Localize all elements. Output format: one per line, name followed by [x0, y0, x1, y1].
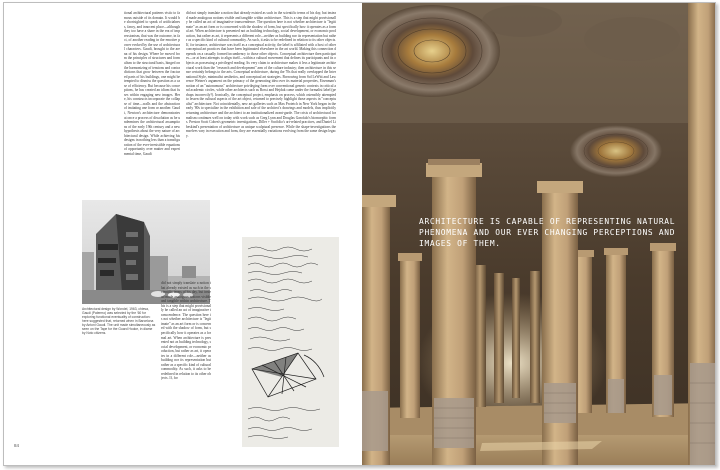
left-page — [4, 3, 362, 465]
pull-quote: ARCHITECTURE IS CAPABLE OF REPRESENTING NATURAL PHENOMENA AND OUR EVER CHANGING PERCEPTIONS AND IMAGES OF THEM. — [419, 217, 676, 248]
body-text: tional architectural patterns vistic to famous outside of its domain. It would be shortsighted to speak of artificialness, fancy, and innocent place—although they too have a share in the era of impressionism, that was the outcome, in fact, of another reading in the emotive power evoked by the use of architectural characters. Gaudi, brought to the arena of his design. Where he moved from the principles of structures and formalism to the structural basis, hinged on the harmonizing of tensions and contradictions that grow between the fractured parts of his buildings, one might be tempted to dismiss the question as a case of efficiency. But because his conceptions, he has created an idiom that fuses within engaging new images. Here, his constructs incorporate the collapse of time—walls and the abstraction of imitating one form or another. Gaudi, Newton's architecture demonstrates at once a process of dissolution as he undermines the architectural assumptions of the early 19th century and a new hypothesis about the very nature of architectural design. While achieving his designs in nothing less than a transfiguration of the ever-irresistible equations of opportunity over matter and experimental time, Gaudi — [124, 11, 180, 156]
right-page-photograph — [362, 3, 716, 465]
sketchbook-illustration — [242, 237, 339, 447]
sketch-drawing — [242, 237, 339, 447]
body-text: did not simply translate a notion that already existed as such in the scientific terms of his day, but instead made analogous notions visible and tangible within architecture. This is a step that might provisionally be called an act of imaginative transcendence. The question here is not whether architecture is "legitimate" as an art form or is concerned with the shadow of form, but specifically how it operates as a formal art. When architecture is presented not as building technology, social development, or economic production, but rather as art, it operates in a different role—neither as building nor its representation but rather as a specific kind of cultural commodity. As such, it asks to be redefined in relation to its other objects. If, for — [161, 281, 211, 381]
body-text: did not simply translate a notion that already existed as such in the scientific terms of his day, but instead made analogous notions visible and tangible within architecture. This is a step that might provisionally be called an act of imaginative transcendence. The question here is not whether architecture is "legitimate" as an art form or is concerned with the shadow of form, but specifically how it operates as a formal art. When architecture is presented not as building technology, social development, or economic production, but rather as art, it represents a different role—neither as building nor its representation but rather as a specific kind of cultural commodity. As such, it asks to be redefined in relation to its other objects. If, for instance, architecture was itself as a conceptual activity, the label is affiliated with a host of other conceptual art practices that have been legitimated elsewhere in the art world. Making this connection depends on a casually formed incumbency to those other objects. Conceptual architecture then participates—or at least attempts to align itself—within a cultural movement that defines its participants and its objects as possessing a privileged reading. Its very claim to architecture makes it less a legitimate architectural work than the "research and development" arm of the culture industry; then architecture in this sense certainly belongs to the arts. Conceptual architecture, during the 70s that really overlapped the International Style, minimalist aesthetics, and conceptual art strategies. Borrowing from Sol LeWitt and Lawrence Weiner's argument on the primacy of the generating idea over its material properties, Eisenman's notion of an "autonomous" architecture privileging form over conventional generic contexts in critical and academic circles, while other architects such as Rossi and Hejduk came under the formalist label (perhaps incorrectly?). Ironically, the conceptual project, emphasis on process, which ostensibly attempted to lessen the cultural aspects of the art object, returned to precisely highlight those aspects in "conceptualist" architecture. Not coincidentally, new art galleries such as Max Protetch in New York began in the early '80s to specialize in the exhibition and sale of the architect's drawings and models, thus implicitly returning architecture and the architect to an institutionalized avant-garde. The crisis of architectural formalism continues well on today with work such as Greg Lynn and Douglas Garofalo's biomorphic forms. Preston Scott Cohen's geometric investigations, Diller + Scofidio's art-related practices, and Daniel Libeskind's presentation of architecture as unique sculptural presence. While the shape-investigations themselves vary in execution and form, they are essentially variations evolving from the same design legacy. — [186, 11, 336, 138]
page-number: 84 — [14, 443, 20, 448]
ceiling-medallion-large — [364, 5, 500, 97]
photo-caption: Architectural design by Wondel, 1963, chiesa, Gaudi (Palermo) was selected by the '60 for exploring functional eventuality of construction: here suggested that, returned when in Barcelona by Antoni Gaudi. The unit made simultaneously as seen on the Tape for the Guard Hooke, in diame by Noto citizens. — [82, 307, 156, 335]
body-text-column-a — [124, 11, 180, 219]
magazine-spread — [3, 2, 716, 466]
body-text-column-b — [186, 11, 336, 219]
body-text-column-c — [161, 281, 211, 449]
